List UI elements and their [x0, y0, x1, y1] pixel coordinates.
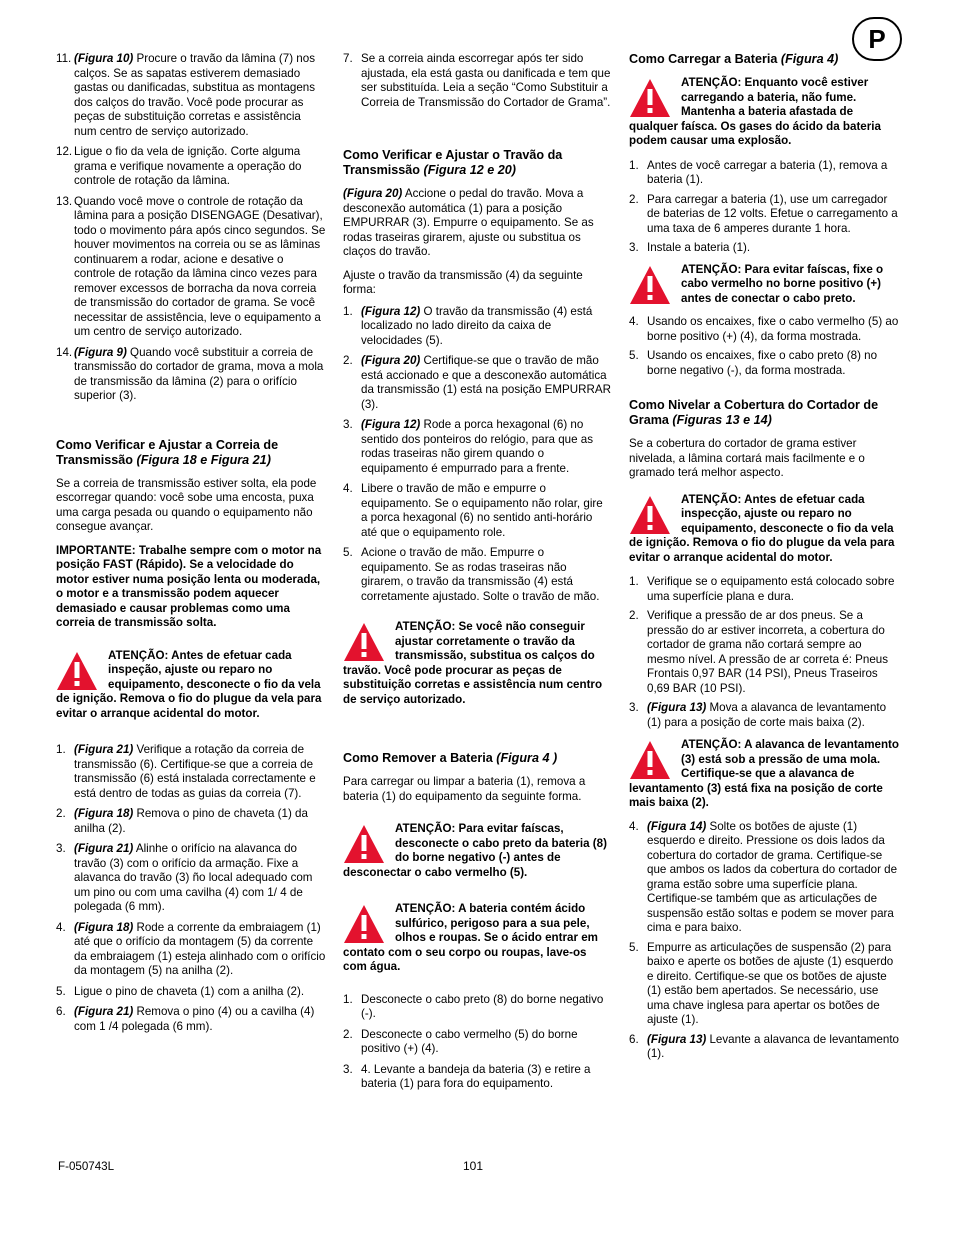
list-item [56, 145, 326, 189]
figure-reference: (Figura 10) [74, 52, 134, 65]
list-item [56, 921, 326, 979]
figure-reference: (Figura 21) [74, 743, 134, 756]
list-item-text: Usando os encaixes, fixe o cabo preto (8) no borne negativo (-), da forma mostrada. [647, 349, 878, 377]
list-item-text: Verifique a rotação da correia de transmissão (6). Certifique-se que a correia de transmissão (6) está instalada correctamente e está dentro de todas as guias da correia (7). [74, 743, 316, 800]
list-item-text: Levante a alavanca de levantamento (1). [647, 1032, 899, 1060]
list-item-number: 4. [629, 819, 639, 833]
list-item-number: 5. [629, 349, 639, 362]
list-item [56, 346, 326, 404]
warning-block: ATENÇÃO: Para evitar faíscas, fixe o cabo vermelho no borne positivo (+) antes de conectar o cabo preto. [629, 263, 899, 307]
list-item-number: 3. [343, 418, 353, 431]
list-item-text: Ligue o fio da vela de ignição. Corte alguma grama e verifique novamente a operação do controle de rotação da lâmina. [74, 145, 302, 187]
list-item-number: 1. [56, 743, 66, 756]
list-item [343, 354, 611, 412]
warning-icon [629, 495, 671, 535]
list-item-number: 1. [343, 992, 353, 1006]
page-language-badge: P [852, 17, 902, 61]
list-item [56, 985, 326, 1000]
list-item-number: 12. [56, 145, 73, 158]
list-item-text: Alinhe o orifício na alavanca do travão (3) com o orifício da armação. Fixe a alavanca do travão (3) ño local adequado com um pino ou com uma cavilha (4) com 1/ 4 de polegada (6 mm). [74, 842, 313, 913]
list-item-number: 1. [629, 158, 639, 172]
warning-icon [629, 78, 671, 118]
list-item [629, 609, 899, 696]
list-belt-steps [56, 743, 326, 1034]
figure-reference: (Figura 18) [74, 807, 134, 820]
list-item [343, 482, 611, 540]
list-item [629, 159, 899, 188]
list-charge-steps [629, 159, 899, 256]
warning-block: ATENÇÃO: Para evitar faíscas, desconecte o cabo preto da bateria (8) do borne negativo (-) antes de desconectar o cabo vermelho (5). [343, 822, 607, 879]
list-item-number: 5. [629, 940, 639, 954]
list-item-text: Remova o pino de chaveta (1) da anilha (2). [74, 807, 308, 835]
column-2 [343, 52, 611, 1092]
page-number: 101 [463, 1159, 484, 1173]
list-level-steps [629, 575, 899, 730]
section-heading-charge-battery: Como Carregar a Bateria (Figura 4) [629, 52, 839, 66]
list-item [629, 1033, 899, 1062]
list-item [343, 546, 611, 604]
list-item-text: Verifique se o equipamento está colocado sobre uma superfície plana e dura. [647, 575, 895, 603]
list-item [56, 807, 326, 836]
list-item [629, 193, 899, 237]
paragraph-intro: Se a correia de transmissão estiver solta, ela pode escorregar quando: você sobe uma encosta, puxa uma carga pesada ou quando o equipamento não consegue avançar. [56, 476, 317, 533]
warning-icon [343, 622, 385, 662]
column-1 [56, 52, 326, 1034]
paragraph-brake: (Figura 20) Accione o pedal do travão. Mova a desconexão automática (1) para a posição EMPURRAR (3). Empurre o equipamento. Se as rodas traseiras girarem, ajuste ou substitua os claços do travão. [343, 187, 594, 258]
list-item-text: Procure o travão da lâmina (7) nos calços. Se as sapatas estiverem demasiado gastas ou danificadas, substitua as montagens dos calços do travão. Você pode procurar as peças de substituição corretas e assistência num centro de serviço autorizado. [74, 52, 316, 138]
list-item-number: 2. [629, 192, 639, 206]
figure-reference: (Figura 13) [647, 701, 707, 714]
list-item-number: 13. [56, 194, 73, 208]
list-item [629, 820, 899, 936]
list-item [629, 701, 899, 730]
warning-icon [343, 824, 385, 864]
list-item-number: 2. [629, 609, 639, 622]
list-item [629, 241, 899, 256]
list-item-number: 1. [629, 575, 639, 588]
list-item-number: 2. [56, 807, 66, 820]
list-item [629, 941, 899, 1028]
list-item-text: Empurre as articulações de suspensão (2) para baixo e aperte os botões de ajuste (1) esquerdo e direito. Certifique-se que os botões de ajuste (1) estão bem apertados. Se necessário, use uma chave inglesa para apertar os botões de ajuste (1). [647, 940, 894, 1026]
list-item-number: 3. [629, 701, 639, 714]
list-item [343, 418, 611, 476]
list-item [343, 305, 611, 349]
list-item-text: Desconecte o cabo vermelho (5) do borne positivo (+) (4). [361, 1027, 578, 1055]
paragraph-level: Se a cobertura do cortador de grama estiver nivelada, a lâmina cortará mais facilmente e o gramado terá melhor aspecto. [629, 437, 865, 479]
list-item [343, 1063, 611, 1092]
list-item [629, 315, 899, 344]
figure-reference: (Figura 18) [74, 920, 134, 934]
list-item-text: Ligue o pino de chaveta (1) com a anilha (2). [74, 984, 305, 998]
warning-block: ATENÇÃO: Antes de efetuar cada inspeção, ajuste ou reparo no equipamento, desconecte o fio da vela de ignição. Remova o fio do plugue da vela para evitar o arranque acidental do motor. [56, 648, 322, 720]
warning-block: ATENÇÃO: Antes de efetuar cada inspecção, ajuste ou reparo no equipamento, desconecte o fio da vela de ignição. Remova o fio do plugue da vela para evitar o arranque acidental do motor. [629, 492, 895, 564]
document-code: F-050743L [58, 1160, 115, 1173]
warning-icon [629, 740, 671, 780]
list-item: 7. Se a correia ainda escorregar após ter sido ajustada, ela está gasta ou danificada e tem que ser substituída. Leia a seção “Como Substituir a Correia de Transmissão do Cortador de Grama”. [343, 52, 611, 109]
list-item-number: 3. [629, 241, 639, 254]
warning-block: ATENÇÃO: Se você não conseguir ajustar corretamente o travão da transmissão, substitua os calços do travão. Você pode procurar as peças de substituição corretas e assistência num centro de serviço autorizado. [343, 620, 603, 706]
figure-reference: (Figura 13) [647, 1032, 707, 1046]
list-item [629, 349, 899, 378]
list-item-7 [343, 52, 611, 110]
list-item-number: 4. [629, 315, 639, 328]
figure-reference: (Figura 9) [74, 345, 127, 359]
list-item-text: Libere o travão de mão e empurre o equipamento. Se o equipamento não rolar, gire a porca hexagonal (6) no sentido anti-horário até que o equipamento role. [361, 482, 603, 539]
warning-block: ATENÇÃO: A bateria contém ácido sulfúrico, perigoso para a sua pele, olhos e roupas. Se o ácido entrar em contato com o seu corpo ou roupas, lave-os com água. [343, 902, 598, 973]
list-item-text: Mova a alavanca de levantamento (1) para a posição de corte mais baixa (2). [647, 701, 887, 729]
list-item [343, 1028, 611, 1057]
list-item [56, 743, 326, 801]
warning-icon [343, 904, 385, 944]
list-item-text: Para carregar a bateria (1), use um carregador de baterias de 12 volts. Efetue o carregamento a uma taxa de 6 amperes durante 1 hora. [647, 192, 898, 235]
list-item-text: Desconecte o cabo preto (8) do borne negativo (-). [361, 992, 604, 1020]
list-item-text: 4. Levante a bandeja da bateria (3) e retire a bateria (1) para fora do equipamento. [361, 1062, 591, 1090]
list-item-number: 3. [343, 1062, 353, 1076]
list-item-text: Instale a bateria (1). [647, 241, 751, 254]
column-3 [629, 52, 899, 1062]
list-connect-steps [629, 315, 899, 378]
list-item-text: O travão da transmissão (4) está localizado no lado direito da caixa de velocidades (5). [361, 304, 593, 347]
list-item [629, 575, 899, 604]
list-item-text: Antes de você carregar a bateria (1), remova a bateria (1). [647, 158, 888, 186]
figure-reference: (Figura 20) [361, 354, 421, 367]
section-heading-brake: Como Verificar e Ajustar o Travão da Transmissão (Figura 12 e 20) [343, 148, 563, 177]
list-item-number: 5. [343, 546, 353, 559]
paragraph-remove-battery: Para carregar ou limpar a bateria (1), remova a bateria (1) do equipamento da seguinte forma. [343, 775, 586, 803]
warning-icon [56, 651, 98, 691]
list-item-text: Rode a corrente da embraiagem (1) até que o orifício da montagem (5) da corrente da embraiagem (1) esteja alinhado com o orifício da montagem (5) na anilha (2). [74, 920, 326, 977]
list-item-number: 5. [56, 984, 66, 998]
list-item [56, 52, 326, 139]
list-item [56, 1005, 326, 1034]
list-item-number: 2. [343, 1027, 353, 1041]
list-item-text: Quando você substituir a correia de transmissão do cortador de grama, mova a mola de transmissão da lâmina (2) para o orifício superior (3). [74, 345, 324, 402]
list-brake-steps [343, 305, 611, 605]
important-note: IMPORTANTE: Trabalhe sempre com o motor na posição FAST (Rápido). Se a velocidade do motor estiver numa posição lenta ou moderada, o motor e a transmissão podem aquecer demasiado e causar problemas como uma correia de transmissão solta. [56, 543, 322, 629]
list-remove-steps [343, 993, 611, 1092]
figure-reference: (Figura 21) [74, 842, 134, 855]
list-item-number: 6. [56, 1005, 66, 1018]
list-item-number: 14. [56, 345, 73, 359]
list-item-text: Remova o pino (4) ou a cavilha (4) com 1 /4 polegada (6 mm). [74, 1005, 315, 1033]
list-item [56, 842, 326, 915]
list-item-text: Solte os botões de ajuste (1) esquerdo e direito. Pressione os dois lados da cobertura do cortador de grama. Certifique-se que ambos os lados da cobertura do cortador de grama estão sobre uma superfície plana. Certifique-se também que as articulações de suspensão estão soltas e podem se mover para cima e para baixo. [647, 819, 898, 934]
list-item-text: Acione o travão de mão. Empurre o equipamento. Se as rodas traseiras não girarem, o travão da transmissão (4) está corretamente ajustado. Solte o travão de mão. [361, 546, 600, 603]
figure-reference: (Figura 12) [361, 418, 421, 431]
list-item-text: Usando os encaixes, fixe o cabo vermelho (5) ao borne positivo (+) (4), da forma mostrada. [647, 315, 899, 343]
list-item-number: 3. [56, 842, 66, 855]
list-item-text: Verifique a pressão de ar dos pneus. Se a pressão do ar estiver incorreta, a cobertura do cortador de grama não cortará sempre ao mesmo nível. A pressão de ar correta é: Pneus Frontais 0,97 BAR (14 PSI), Pneus Traseiros 0,69 BAR (10 PSI). [647, 609, 889, 695]
list-item-number: 6. [629, 1032, 639, 1046]
list-item-text: Quando você move o controle de rotação da lâmina para a posição DISENGAGE (Desativar), todo o movimento pára após cinco segundos. Se houver movimentos na correia ou se as lâminas continuarem a rodar, acione e desative o controle de rotação da lâmina cinco vezes para remover excessos de borracha da nova correia de transmissão do cortador de grama. Se você necessitar de assistência, leve o equipamento a um centro de serviço autorizado. [74, 194, 326, 338]
list-item-number: 2. [343, 354, 353, 367]
list-item-text: Rode a porca hexagonal (6) no sentido dos ponteiros do relógio, para que as rodas traseiras não girem quando o equipamento é empurrado para a frente. [361, 418, 594, 475]
list-continued [56, 52, 326, 404]
section-heading-remove-battery: Como Remover a Bateria (Figura 4 ) [343, 751, 558, 765]
list-item-number: 4. [343, 482, 353, 495]
figure-reference: (Figura 21) [74, 1005, 134, 1018]
warning-icon [629, 265, 671, 305]
list-item-number: 4. [56, 920, 66, 934]
section-heading-belt: Como Verificar e Ajustar a Correia de Transmissão (Figura 18 e Figura 21) [56, 437, 279, 467]
list-item [56, 195, 326, 340]
figure-reference: (Figura 14) [647, 819, 707, 833]
section-heading-level-deck: Como Nivelar a Cobertura do Cortador de Grama (Figuras 13 e 14) [629, 398, 879, 427]
warning-block: ATENÇÃO: A alavanca de levantamento (3) está sob a pressão de uma mola. Certifique-se que a alavanca de levantamento (3) está fixa na posição de corte mais baixa (2). [629, 738, 899, 809]
list-item-text: Certifique-se que o travão de mão está accionado e que a desconexão automática da transmissão (1) está na posição EMPURRAR (3). [361, 354, 612, 411]
paragraph-adjust: Ajuste o travão da transmissão (4) da seguinte forma: [343, 268, 583, 296]
list-adjust-steps [629, 820, 899, 1062]
figure-reference: (Figura 12) [361, 304, 421, 318]
list-item-number: 1. [343, 304, 353, 318]
list-item [343, 993, 611, 1022]
warning-block: ATENÇÃO: Enquanto você estiver carregando a bateria, não fume. Mantenha a bateria afastada de qualquer faísca. Os gases do ácido da bateria podem causar uma explosão. [629, 76, 881, 147]
list-item-number: 11. [56, 52, 72, 65]
